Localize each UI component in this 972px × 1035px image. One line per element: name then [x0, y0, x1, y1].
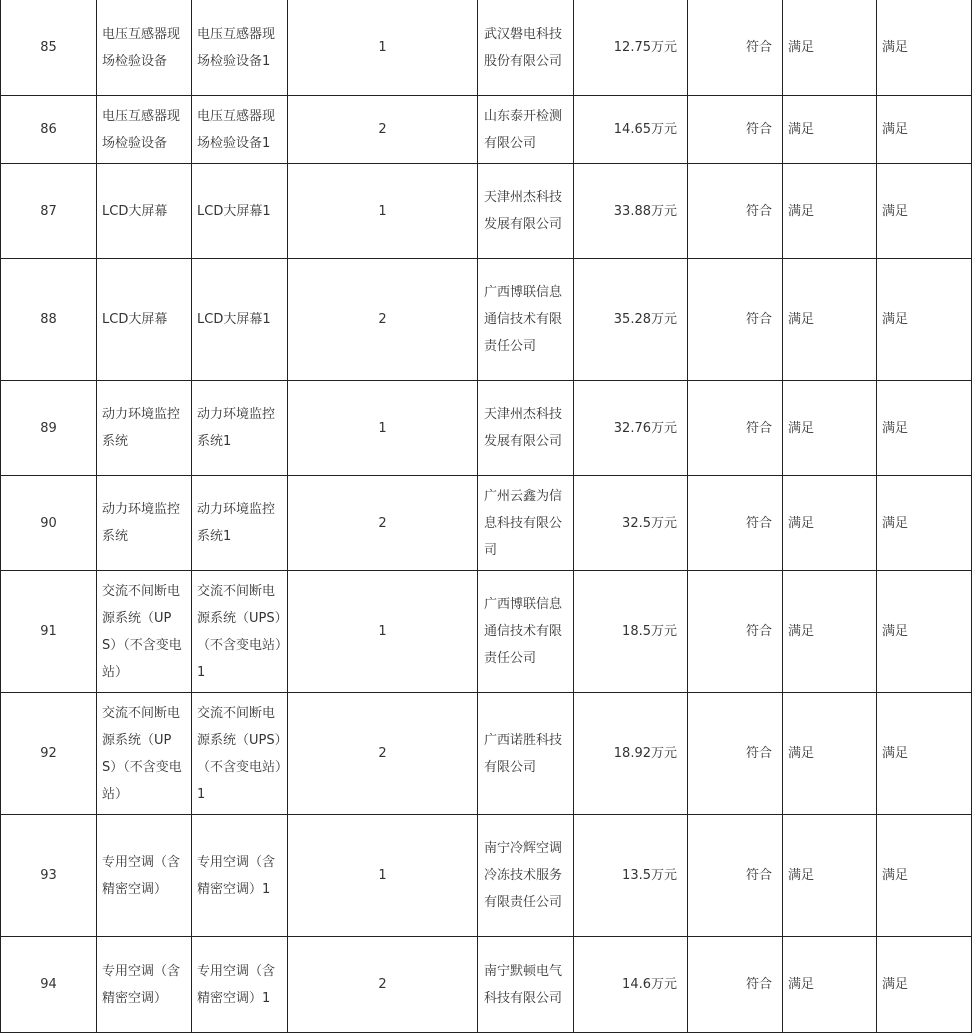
vendor-name: 广西博联信息通信技术有限责任公司 [478, 571, 574, 693]
requirement-met-2: 满足 [877, 815, 972, 937]
quantity: 2 [288, 476, 478, 571]
requirement-met-2: 满足 [877, 937, 972, 1033]
bid-price: 12.75万元 [574, 0, 688, 96]
requirement-met-2: 满足 [877, 259, 972, 381]
compliance: 符合 [688, 259, 783, 381]
quantity: 2 [288, 259, 478, 381]
requirement-met-1: 满足 [783, 96, 877, 164]
row-number: 88 [1, 259, 97, 381]
package-name: LCD大屏幕1 [192, 259, 288, 381]
item-name: 交流不间断电源系统（UPS）（不含变电站） [97, 571, 192, 693]
item-name: 电压互感器现场检验设备 [97, 0, 192, 96]
quantity: 2 [288, 96, 478, 164]
requirement-met-2: 满足 [877, 0, 972, 96]
compliance: 符合 [688, 937, 783, 1033]
requirement-met-2: 满足 [877, 381, 972, 476]
requirement-met-1: 满足 [783, 164, 877, 259]
quantity: 1 [288, 164, 478, 259]
vendor-name: 广州云鑫为信息科技有限公司 [478, 476, 574, 571]
vendor-name: 南宁冷辉空调冷冻技术服务有限责任公司 [478, 815, 574, 937]
row-number: 93 [1, 815, 97, 937]
requirement-met-2: 满足 [877, 571, 972, 693]
vendor-name: 广西诺胜科技有限公司 [478, 693, 574, 815]
table-row [1, 381, 972, 476]
quantity: 1 [288, 381, 478, 476]
item-name: 电压互感器现场检验设备 [97, 96, 192, 164]
vendor-name: 山东泰开检测有限公司 [478, 96, 574, 164]
vendor-name: 广西博联信息通信技术有限责任公司 [478, 259, 574, 381]
table-row [1, 0, 972, 96]
bid-price: 13.5万元 [574, 815, 688, 937]
requirement-met-1: 满足 [783, 259, 877, 381]
row-number: 90 [1, 476, 97, 571]
compliance: 符合 [688, 815, 783, 937]
compliance: 符合 [688, 0, 783, 96]
row-number: 85 [1, 0, 97, 96]
package-name: 电压互感器现场检验设备1 [192, 0, 288, 96]
requirement-met-1: 满足 [783, 0, 877, 96]
requirement-met-2: 满足 [877, 476, 972, 571]
compliance: 符合 [688, 693, 783, 815]
compliance: 符合 [688, 476, 783, 571]
table-row [1, 937, 972, 1033]
requirement-met-2: 满足 [877, 693, 972, 815]
quantity: 1 [288, 0, 478, 96]
bid-price: 14.6万元 [574, 937, 688, 1033]
row-number: 86 [1, 96, 97, 164]
requirement-met-1: 满足 [783, 571, 877, 693]
table-row [1, 96, 972, 164]
bid-price: 14.65万元 [574, 96, 688, 164]
quantity: 1 [288, 571, 478, 693]
vendor-name: 南宁默顿电气科技有限公司 [478, 937, 574, 1033]
item-name: 专用空调（含精密空调） [97, 815, 192, 937]
quantity: 1 [288, 815, 478, 937]
package-name: 交流不间断电源系统（UPS）（不含变电站）1 [192, 693, 288, 815]
compliance: 符合 [688, 381, 783, 476]
bid-price: 18.92万元 [574, 693, 688, 815]
package-name: LCD大屏幕1 [192, 164, 288, 259]
table-row [1, 571, 972, 693]
package-name: 电压互感器现场检验设备1 [192, 96, 288, 164]
item-name: LCD大屏幕 [97, 164, 192, 259]
quantity: 2 [288, 693, 478, 815]
item-name: LCD大屏幕 [97, 259, 192, 381]
table-row [1, 259, 972, 381]
requirement-met-1: 满足 [783, 815, 877, 937]
table-row [1, 815, 972, 937]
quantity: 2 [288, 937, 478, 1033]
vendor-name: 天津州杰科技发展有限公司 [478, 381, 574, 476]
bid-price: 35.28万元 [574, 259, 688, 381]
package-name: 专用空调（含精密空调）1 [192, 815, 288, 937]
bid-price: 32.5万元 [574, 476, 688, 571]
item-name: 专用空调（含精密空调） [97, 937, 192, 1033]
table-row [1, 693, 972, 815]
item-name: 交流不间断电源系统（UPS）（不含变电站） [97, 693, 192, 815]
requirement-met-2: 满足 [877, 164, 972, 259]
package-name: 动力环境监控系统1 [192, 476, 288, 571]
bid-price: 18.5万元 [574, 571, 688, 693]
vendor-name: 天津州杰科技发展有限公司 [478, 164, 574, 259]
table-row [1, 476, 972, 571]
item-name: 动力环境监控系统 [97, 381, 192, 476]
item-name: 动力环境监控系统 [97, 476, 192, 571]
package-name: 动力环境监控系统1 [192, 381, 288, 476]
requirement-met-1: 满足 [783, 476, 877, 571]
compliance: 符合 [688, 571, 783, 693]
compliance: 符合 [688, 96, 783, 164]
requirement-met-1: 满足 [783, 381, 877, 476]
requirement-met-2: 满足 [877, 96, 972, 164]
vendor-name: 武汉磐电科技股份有限公司 [478, 0, 574, 96]
row-number: 91 [1, 571, 97, 693]
requirement-met-1: 满足 [783, 693, 877, 815]
row-number: 92 [1, 693, 97, 815]
requirement-met-1: 满足 [783, 937, 877, 1033]
compliance: 符合 [688, 164, 783, 259]
row-number: 89 [1, 381, 97, 476]
package-name: 专用空调（含精密空调）1 [192, 937, 288, 1033]
row-number: 87 [1, 164, 97, 259]
bid-price: 33.88万元 [574, 164, 688, 259]
package-name: 交流不间断电源系统（UPS）（不含变电站）1 [192, 571, 288, 693]
table-row [1, 164, 972, 259]
row-number: 94 [1, 937, 97, 1033]
bid-price: 32.76万元 [574, 381, 688, 476]
